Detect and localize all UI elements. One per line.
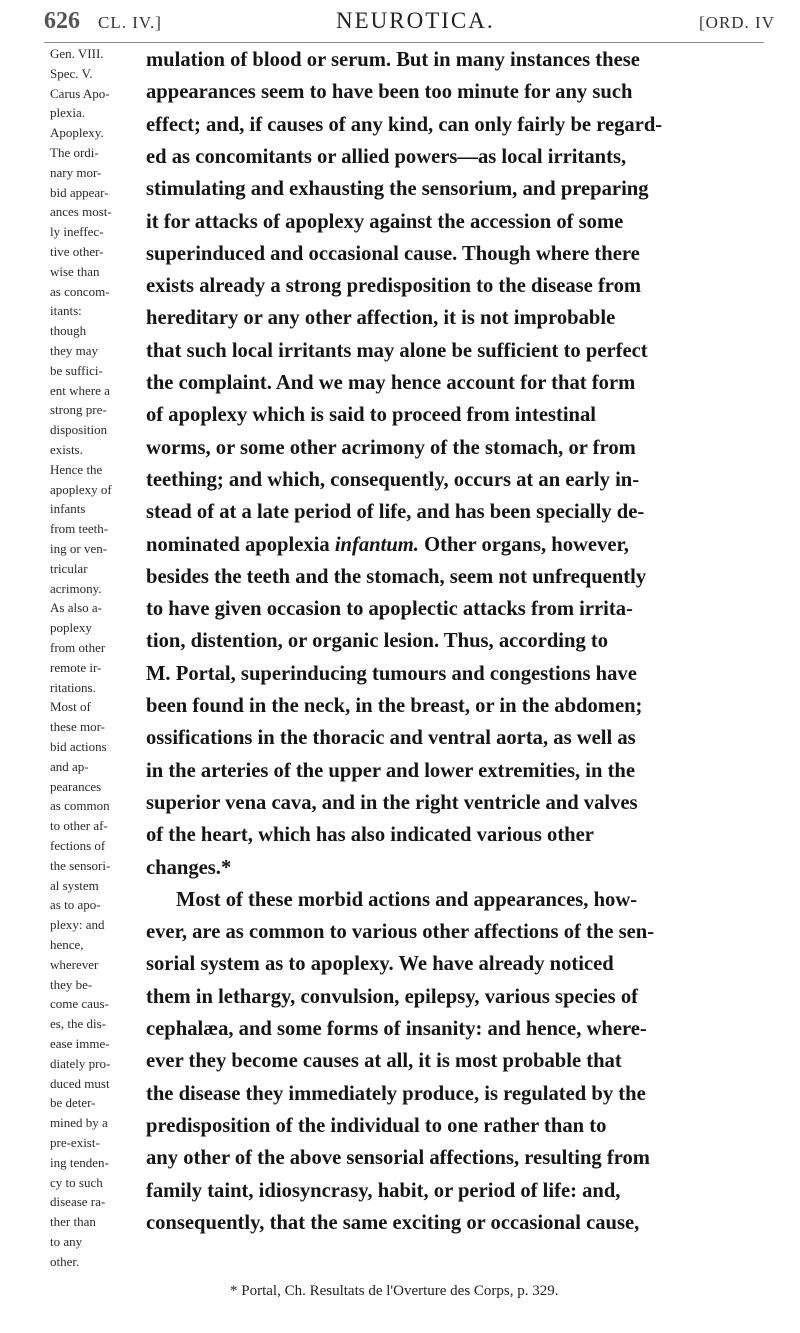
running-header [44, 8, 775, 42]
text-line: sorial system as to apoplexy. We have already noticed [146, 953, 614, 976]
margin-note: plexia. [50, 106, 86, 121]
text-line: Most of these morbid actions and appearances, how- [176, 888, 638, 911]
margin-note: diately pro- [50, 1056, 111, 1071]
text-line: teething; and which, consequently, occurs at an early in- [146, 468, 640, 491]
text-line: worms, or some other acrimony of the stomach, or from [146, 436, 636, 459]
text-line: consequently, that the same exciting or occasional cause, [146, 1211, 640, 1234]
margin-note: pearances [50, 779, 102, 794]
text-line: it for attacks of apoplexy against the accession of some [146, 210, 624, 233]
margin-note: they may [50, 344, 99, 358]
margin-note: ances most- [50, 205, 112, 220]
text-line: hereditary or any other affection, it is not improbable [146, 307, 616, 330]
text-line: tion, distention, or organic lesion. Thus, according to [146, 630, 609, 653]
text-line: appearances seem to have been too minute for any such [146, 81, 633, 104]
margin-note: ly ineffec- [50, 225, 104, 240]
margin-note: nary mor- [50, 165, 102, 180]
text-line: them in lethargy, convulsion, epilepsy, various species of [146, 985, 638, 1008]
margin-note: cy to such [50, 1175, 103, 1190]
class-label: CL. IV.] [98, 13, 162, 32]
page-title: NEUROTICA. [336, 8, 495, 33]
header-rule [44, 42, 764, 43]
text-line: the disease they immediately produce, is regulated by the [146, 1082, 646, 1105]
text-line: stead of at a late period of life, and has been specially de- [146, 501, 645, 524]
text-line: cephalæa, and some forms of insanity: and hence, where- [146, 1018, 647, 1040]
text-line: the complaint. And we may hence account for that form [146, 372, 636, 394]
text-line: family taint, idiosyncrasy, habit, or period of life: and, [146, 1179, 621, 1202]
margin-note: Most of [50, 700, 91, 715]
margin-note: tive other- [50, 245, 104, 259]
margin-note: ease imme- [50, 1037, 110, 1051]
margin-note: as to apo- [50, 898, 101, 913]
margin-note: from other [50, 641, 106, 655]
margin-note: es, the dis- [50, 1017, 106, 1032]
text-line: superior vena cava, and in the right ventricle and valves [146, 791, 638, 814]
margin-note: infants [50, 502, 86, 517]
text-line: stimulating and exhausting the sensorium, and preparing [146, 178, 649, 201]
margin-note: ther than [50, 1215, 96, 1230]
margin-note: Carus Apo- [50, 86, 110, 101]
page-number: 626 [44, 8, 80, 34]
margin-note: apoplexy of [50, 482, 112, 497]
margin-note: Spec. V. [50, 66, 93, 81]
order-label: [ORD. IV [699, 13, 775, 32]
text-line: M. Portal, superinducing tumours and congestions have [146, 662, 637, 685]
margin-note: remote ir- [50, 660, 102, 675]
text-line: mulation of blood or serum. But in many instances these [146, 49, 640, 71]
margin-note: plexy: and [50, 918, 105, 933]
margin-note: as common [50, 799, 110, 814]
margin-note: wherever [50, 957, 99, 972]
margin-note: ent where a [50, 383, 110, 398]
margin-note: bid actions [50, 740, 107, 754]
margin-note: The ordi- [50, 146, 99, 160]
margin-note: Hence the [50, 462, 103, 477]
margin-note: tricular [50, 561, 88, 576]
text-line: ossifications in the thoracic and ventral aorta, as well as [146, 727, 636, 750]
margin-note: to other af- [50, 819, 108, 834]
text-line: ed as concomitants or allied powers—as local irritants, [146, 145, 627, 168]
text-line: ever they become causes at all, it is most probable that [146, 1050, 622, 1073]
margin-note: itants: [50, 304, 82, 319]
margin-note: bid appear- [50, 185, 109, 200]
margin-note: wise than [50, 264, 100, 279]
margin-note: disposition [50, 423, 108, 438]
margin-note: though [50, 324, 87, 339]
margin-note: duced must [50, 1076, 110, 1091]
margin-note: pre-exist- [50, 1136, 100, 1150]
margin-note: these mor- [50, 720, 105, 735]
margin-note: come caus- [50, 997, 109, 1012]
margin-note: acrimony. [50, 581, 102, 596]
text-line: exists already a strong predisposition to the disease from [146, 275, 642, 298]
text-line: ever, are as common to various other affections of the sen- [146, 921, 655, 944]
text-line: besides the teeth and the stomach, seem not unfrequently [146, 565, 647, 588]
margin-note: as concom- [50, 284, 110, 299]
margin-note: from teeth- [50, 522, 109, 537]
text-line: predisposition of the individual to one rather than to [146, 1114, 607, 1137]
margin-note: to any [50, 1235, 83, 1249]
margin-note: hence, [50, 938, 84, 952]
italic-term: infantum. [334, 533, 419, 556]
margin-note: As also a- [50, 601, 102, 616]
margin-note: be suffici- [50, 363, 103, 378]
margin-note: al system [50, 878, 99, 893]
margin-note: Apoplexy. [50, 126, 104, 141]
margin-note: disease ra- [50, 1195, 106, 1210]
margin-note: poplexy [50, 621, 92, 636]
margin-note: fections of [50, 839, 106, 853]
margin-note: exists. [50, 443, 83, 457]
text-line: of the heart, which has also indicated various other [146, 824, 594, 847]
margin-note: ing tenden- [50, 1155, 109, 1170]
margin-note: they be- [50, 977, 93, 992]
text-line: effect; and, if causes of any kind, can only fairly be regard- [146, 113, 663, 136]
text-line: changes.* [146, 856, 232, 879]
footnote: * Portal, Ch. Resultats de l'Overture des Corps, p. 329. [230, 1283, 559, 1299]
text-line: of apoplexy which is said to proceed from intestinal [146, 404, 597, 427]
margin-note: be deter- [50, 1096, 96, 1111]
text-line: any other of the above sensorial affections, resulting from [146, 1147, 650, 1170]
margin-note: ritations. [50, 680, 96, 695]
margin-note: strong pre- [50, 403, 107, 418]
text-line: nominated apoplexia infantum. Other organs, however, [146, 533, 629, 556]
text-line: in the arteries of the upper and lower extremities, in the [146, 759, 636, 782]
margin-note: ing or ven- [50, 542, 108, 556]
text-line: superinduced and occasional cause. Though where there [146, 242, 640, 265]
margin-note: mined by a [50, 1116, 108, 1131]
text-line: been found in the neck, in the breast, or in the abdomen; [146, 695, 643, 717]
text-line: that such local irritants may alone be sufficient to perfect [146, 339, 648, 362]
text-line: to have given occasion to apoplectic attacks from irrita- [146, 598, 633, 621]
margin-note: other. [50, 1254, 80, 1269]
margin-note: Gen. VIII. [50, 47, 104, 61]
margin-note: and ap- [50, 759, 89, 774]
margin-note: the sensori- [50, 858, 111, 873]
